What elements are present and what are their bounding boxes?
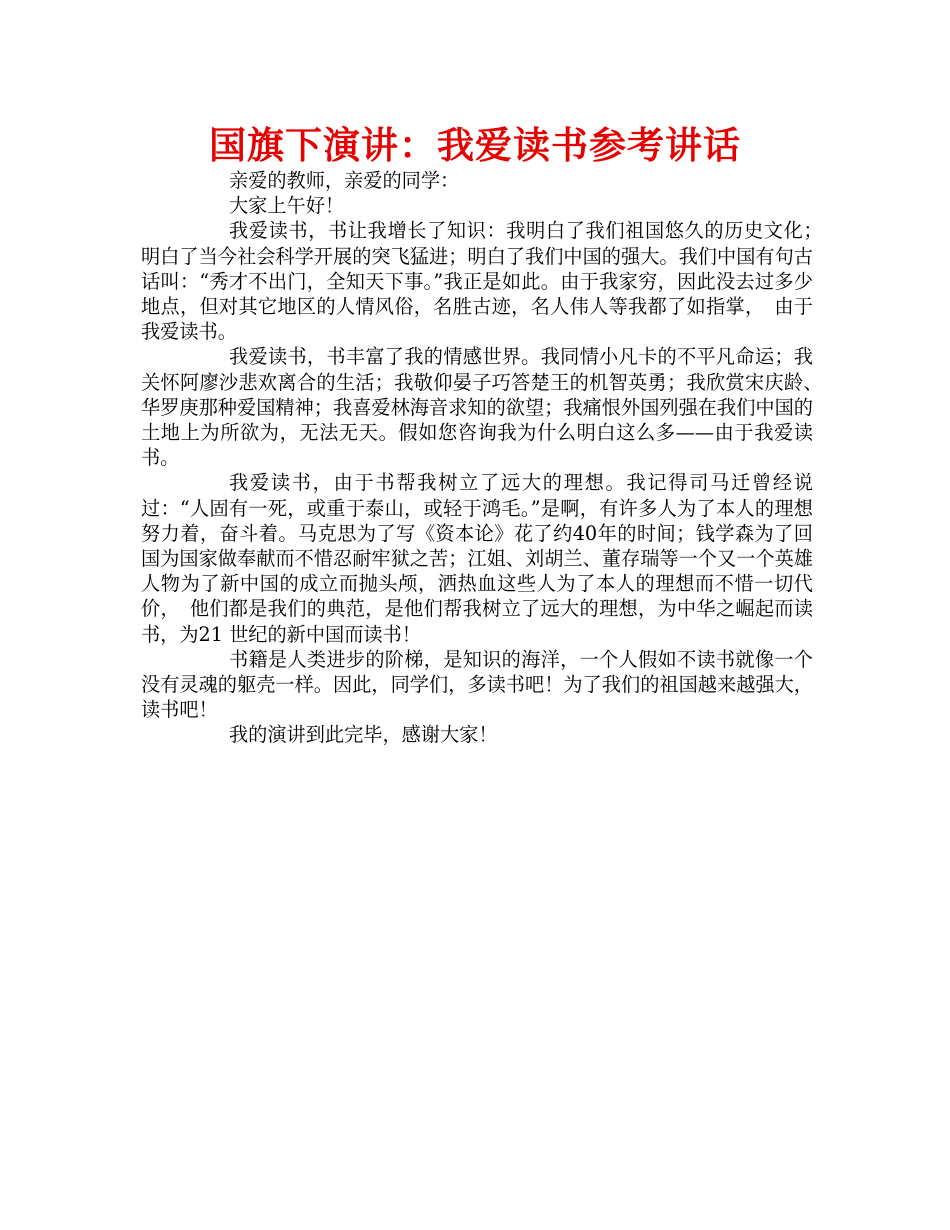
paragraph-emotion: 我爱读书，书丰富了我的情感世界。我同情小凡卡的不平凡命运；我关怀阿廖沙悲欢离合的生活；我敬仰晏子巧答楚王的机智英勇；我欣赏宋庆龄、 华罗庚那种爱国精神；我喜爱林海音求知的欲望；我痛恨外国列强在我们中国的土地上为所欲为，无法无天。假如您咨询我为什么明白这么多——由于我爱读书。: [141, 345, 833, 470]
greeting: 大家上午好！: [229, 194, 345, 218]
closing: 我的演讲到此完毕，感谢大家！: [229, 723, 498, 747]
paragraph-knowledge: 我爱读书，书让我增长了知识：我明白了我们祖国悠久的历史文化； 明白了当今社会科学开展的突飞猛进；明白了我们中国的强大。我们中国有句古话叫：“秀才不出门，全知天下事。”我正是如此。由于我家穷，因此没去过多少地点，但对其它地区的人情风俗，名胜古迹，名人伟人等我都了如指掌， 由于我爱读书。: [141, 219, 833, 344]
document-body: [141, 168, 833, 748]
document-title: 国旗下演讲：我爱读书参考讲话: [209, 124, 741, 167]
paragraph-conclusion: 书籍是人类进步的阶梯，是知识的海洋，一个人假如不读书就像一个没有灵魂的躯壳一样。因此，同学们，多读书吧！为了我们的祖国越来越强大，读书吧！: [141, 647, 813, 722]
paragraph-ideal: 我爱读书，由于书帮我树立了远大的理想。我记得司马迁曾经说过：“人固有一死，或重于泰山，或轻于鸿毛。”是啊，有许多人为了本人的理想努力着，奋斗着。马克思为了写《资本论》花了约40年的时间；钱学森为了回国为国家做奉献而不惜忍耐牢狱之苦；江姐、刘胡兰、董存瑞等一个又一个英雄人物为了新中国的成立而抛头颅，洒热血这些人为了本人的理想而不惜一切代价， 他们都是我们的典范，是他们帮我树立了远大的理想，为中华之崛起而读书，为21 世纪的新中国而读书！: [141, 471, 813, 646]
salutation: 亲爱的教师，亲爱的同学：: [229, 169, 460, 192]
